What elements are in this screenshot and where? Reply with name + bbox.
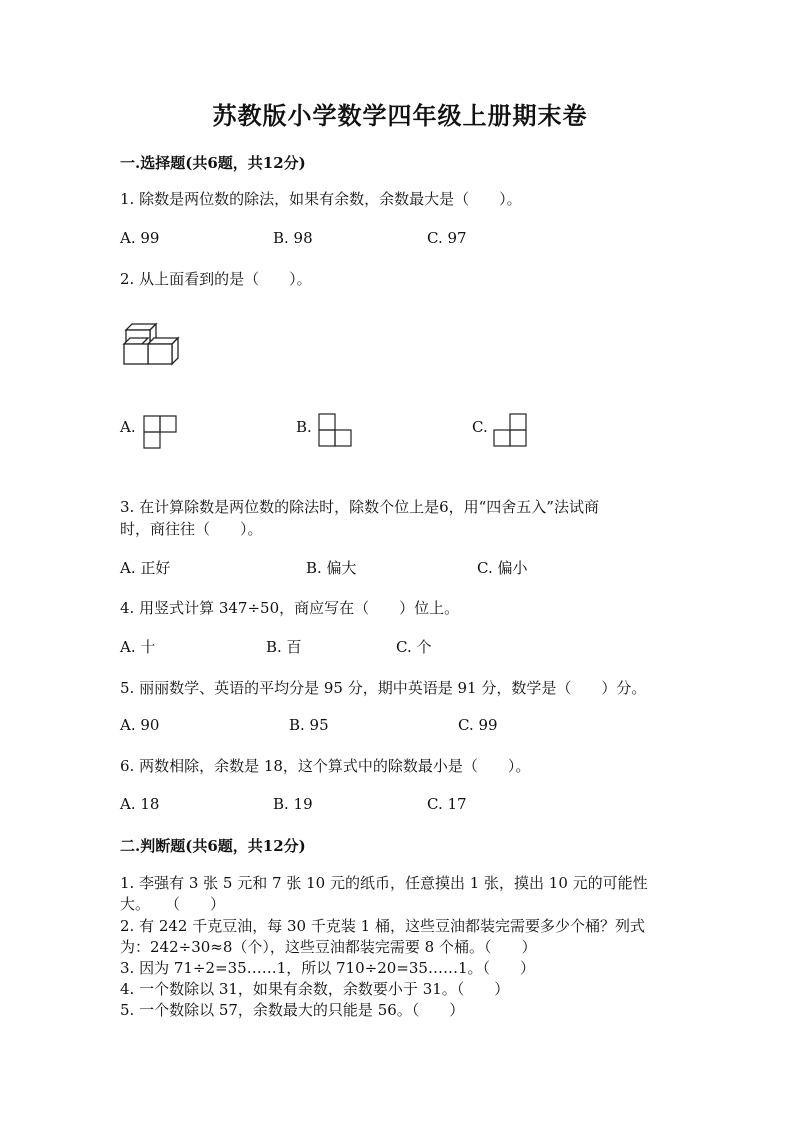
q3-option-c: C. 偏小 (477, 559, 528, 577)
page-title: 苏教版小学数学四年级上册期末卷 (212, 101, 588, 130)
question-2: 2. 从上面看到的是（ ）。 (120, 270, 312, 288)
q5-option-a: A. 90 (120, 716, 160, 734)
tf-line: 4. 一个数除以 31，如果有余数，余数要小于 31。（ ） (120, 980, 510, 998)
question-3-line-1: 3. 在计算除数是两位数的除法时，除数个位上是6，用“四舍五入”法试商 (120, 498, 599, 516)
section-heading-choice: 一.选择题(共6题，共12分) (120, 154, 306, 172)
tf-line: 2. 有 242 千克豆油，每 30 千克装 1 桶，这些豆油都装完需要多少个桶？列式 (120, 917, 645, 935)
q6-option-c: C. 17 (427, 795, 467, 813)
q2-option-b-figure (317, 412, 357, 448)
question-1: 1. 除数是两位数的除法，如果有余数，余数最大是（ ）。 (120, 190, 522, 208)
tf-line: 5. 一个数除以 57，余数最大的只能是 56。（ ） (120, 1001, 465, 1019)
question-5: 5. 丽丽数学、英语的平均分是 95 分，期中英语是 91 分，数学是（ ）分。 (120, 679, 647, 697)
q4-option-c: C. 个 (396, 638, 432, 656)
tf-line: 为：242÷30≈8（个），这些豆油都装完需要 8 个桶。（ ） (120, 938, 537, 956)
q3-option-b: B. 偏大 (306, 559, 357, 577)
q2-option-a: A. (120, 418, 136, 436)
q3-option-a: A. 正好 (120, 559, 171, 577)
section-heading-judgement: 二.判断题(共6题，共12分) (120, 837, 306, 855)
q1-option-c: C. 97 (427, 229, 467, 247)
q5-option-c: C. 99 (458, 716, 498, 734)
q2-option-a-figure (142, 414, 182, 450)
q2-option-b: B. (296, 418, 312, 436)
q6-option-b: B. 19 (273, 795, 313, 813)
tf-line: 大。 （ ） (120, 895, 226, 913)
q1-option-a: A. 99 (120, 229, 160, 247)
cube-stack-figure (118, 322, 182, 370)
tf-line: 1. 李强有 3 张 5 元和 7 张 10 元的纸币，任意摸出 1 张，摸出 10 元的可能性 (120, 874, 648, 892)
q4-option-a: A. 十 (120, 638, 156, 656)
q6-option-a: A. 18 (120, 795, 160, 813)
q4-option-b: B. 百 (266, 638, 302, 656)
question-4: 4. 用竖式计算 347÷50，商应写在（ ）位上。 (120, 599, 460, 617)
question-3-line-2: 时，商往往（ ）。 (120, 520, 263, 538)
q2-option-c-figure (492, 412, 532, 448)
question-6: 6. 两数相除，余数是 18，这个算式中的除数最小是（ ）。 (120, 757, 531, 775)
q1-option-b: B. 98 (273, 229, 313, 247)
q5-option-b: B. 95 (289, 716, 329, 734)
q2-option-c: C. (472, 418, 488, 436)
tf-line: 3. 因为 71÷2=35……1，所以 710÷20=35……1。（ ） (120, 959, 535, 977)
